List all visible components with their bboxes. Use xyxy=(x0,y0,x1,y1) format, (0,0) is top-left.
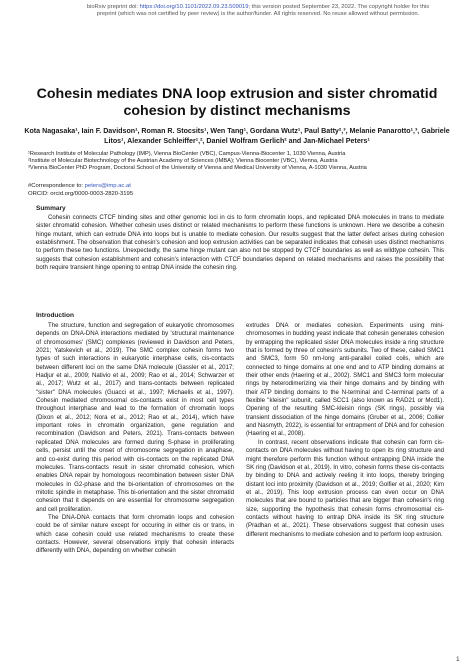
affiliation-2: ²Institute of Molecular Biotechnology of the Austrian Academy of Sciences (IMBA); Vienna Biocenter (VBC), Vienna, Austria xyxy=(28,158,338,164)
summary-heading: Summary xyxy=(36,205,66,212)
preprint-notice xyxy=(68,4,448,18)
paragraph: In contrast, recent observations indicate that cohesin can form cis-contacts on DNA molecules without having to open its ring structure and might therefore perform this function without entrapping DNA inside the SK ring (Davidson et al., 2019). In vitro, cohesin forms these cis-contacts by binding to DNA and actively reeling it into loops, thereby bringing distant loci into proximity (Davidson et al., 2019; Golfier et al., 2020; Kim et al., 2019). This loop extrusion process can even occur on DNA molecules that are bound to particles that are bigger than cohesin's ring size, supporting the hypothesis that cohesin forms chromosomal cis-contacts without having to entrap DNA inside its SK ring structure (Pradhan et al., 2021). These observations suggest that cohesin uses different mechanisms to mediate cohesion and to perform loop extrusion. xyxy=(246,438,444,538)
affiliations xyxy=(28,151,458,172)
doi-link[interactable]: https://doi.org/10.1101/2022.09.23.509019 xyxy=(139,4,249,10)
paper-title: Cohesin mediates DNA loop extrusion and sister chromatid cohesion by distinct mechanisms xyxy=(36,86,438,119)
summary-text: Cohesin connects CTCF binding sites and other genomic loci in cis to form chromatin loops, and replicated DNA molecules in trans to mediate sister chromatid cohesion. Whether cohesin uses distinct or related mechanisms to perform these functions is unknown. Here we describe a cohesin hinge mutant, which can extrude DNA into loops but is unable to mediate cohesion. Our results suggest that the latter defect arises during cohesion establishment. The observation that cohesin's cohesion and loop extrusion activities can be separated indicates that cohesin uses distinct mechanisms to perform these two functions. Unexpectedly, the same hinge mutant can also not be stopped by CTCF boundaries as well as wildtype cohesin. This suggests that cohesion establishment and cohesin's interaction with CTCF boundaries depend on related mechanisms and raises the possibility that both require transient hinge opening to entrap DNA inside the cohesin ring. xyxy=(36,214,444,272)
paragraph: The DNA-DNA contacts that form chromatin loops and cohesion could be of similar nature except for occuring in either cis or trans, in which case cohesin could use related mechanisms to create these contacts. However, several observations imply that cohesin interacts differently with DNA, depending on whether cohesin xyxy=(36,513,234,555)
preprint-line2: preprint (which was not certified by peer review) is the author/funder. All rights reserved. No reuse allowed without permission. xyxy=(96,11,420,17)
preprint-prefix: bioRxiv preprint doi: xyxy=(86,4,140,10)
author-list: Kota Nagasaka¹, Iain F. Davidson¹, Roman R. Stocsits¹, Wen Tang¹, Gordana Wutz¹, Paul Batty²,³, Melanie Panarotto¹,³, Gabriele Litos¹, Alexander Schleiffer¹,², Daniel Wolfram Gerlich² and Jan-Michael Peters¹ xyxy=(24,127,450,145)
paragraph: The structure, function and segregation of eukaryotic chromosomes depends on DNA-DNA interactions mediated by 'structural maintenance of chromosomes' (SMC) complexes (reviewed in Davidson and Peters, 2021; Yatskevich et al., 2019). The SMC complex cohesin forms two types of such interactions in eukaryotic interphase cells, cis-contacts between different loci on the same DNA molecule (Gassler et al., 2017; Hadjur et al., 2009; Nativio et al., 2009; Rao et al., 2014; Schwarzer et al., 2017; Wutz et al., 2017) and trans-contacts between replicated "sister" DNA molecules (Guacci et al., 1997; Michaelis et al., 1997). Cohesin mediated chromosomal cis-contacts exist in most cell types throughout interphase and lead to the formation of chromatin loops (Dixon et al., 2012; Nora et al., 2012; Rao et al., 2014), which have important roles in chromatin organization, gene regulation and recombination (Davidson and Peters, 2021). Trans-contacts between replicated DNA molecules are formed during S-phase in proliferating cells, persist until the onset of chromosome segregation in anaphase, and co-exist during this period with cis-contacts on the replicated DNA molecules. Trans-contacts result in sister chromatid cohesion, which enables DNA repair by homologous recombination between sister DNA molecules in G2-phase and the bi-orientation of chromosomes on the mitotic spindle in metaphase. This bi-orientation and the sister chromatid cohesion that it depends on are essential for chromosome segregation and cell proliferation. xyxy=(36,322,234,513)
page-number: 1 xyxy=(456,656,460,663)
correspondence-label: #Correspondence to: xyxy=(28,183,85,189)
left-column xyxy=(36,322,234,556)
preprint-rest: ; this version posted September 23, 2022. The copyright holder for this xyxy=(248,4,430,10)
correspondence xyxy=(28,182,458,198)
orcid: ORCID: orcid.org/0000-0003-2820-3195 xyxy=(28,191,134,197)
affiliation-3: ³Vienna BioCenter PhD Program, Doctoral School of the University of Vienna and Medical University of Vienna, A-1030 Vienna, Austria xyxy=(28,165,367,171)
paragraph: extrudes DNA or mediates cohesion. Experiments using mini-chromosomes in budding yeast indicate that cohesin generates cohesion by entrapping the replicated sister DNA molecules inside a ring structure that is formed by three of cohesin's subunits. Two of these, called SMC1 and SMC3, form 50 nm-long anti-parallel coiled coils, which are connected to hinge domains at one end and to ATP binding domains at their other ends (Haering et al., 2002). SMC1 and SMC3 form molecular rings by heterodimerizing via their hinge domains and by binding with their ATP binding domains to the N-terminal and C-terminal parts of a flexible "kleisin" subunit, called SCC1 (also known as RAD21 or Mcd1). Opening of the resulting SMC-kleisin rings (SK rings), possibly via transient dissociation of the hinge domains (Gruber et al., 2006; Collier and Nasmyth, 2022), is essential for entrapment of DNA and for cohesion (Haering et al., 2008). xyxy=(246,322,444,438)
affiliation-1: ¹Research Institute of Molecular Pathology (IMP), Vienna BioCenter (VBC), Campus-Vienna-Biocenter 1, 1030 Vienna, Austria xyxy=(28,151,346,157)
email-link[interactable]: peters@imp.ac.at xyxy=(84,183,131,189)
right-column xyxy=(246,322,444,539)
introduction-heading: Introduction xyxy=(36,312,74,319)
